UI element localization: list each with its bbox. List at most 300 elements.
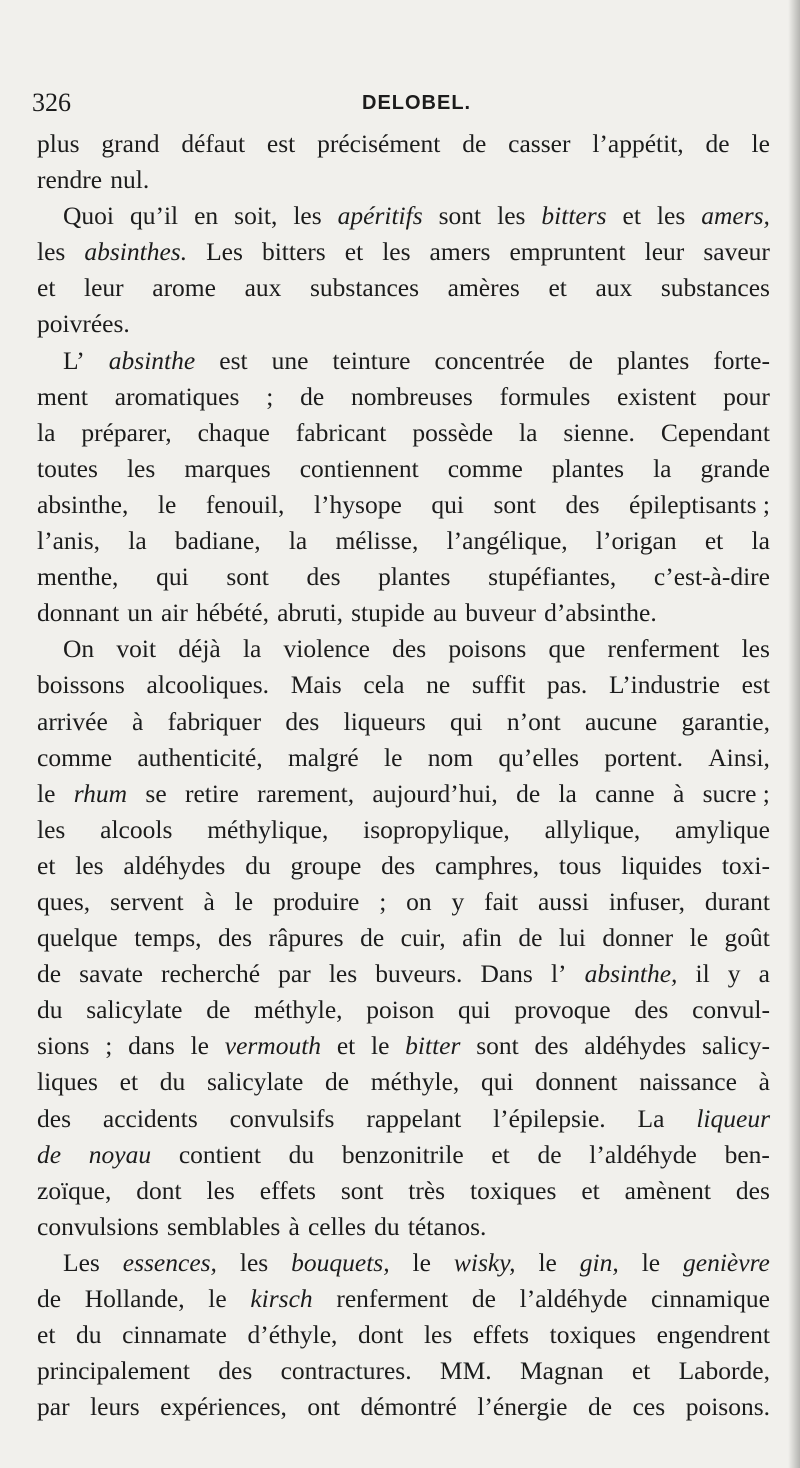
word: toxi-	[721, 850, 770, 880]
word: l’énergie	[477, 1392, 568, 1422]
word: formules	[499, 381, 591, 411]
word: la	[751, 526, 770, 556]
text-line	[37, 1028, 770, 1064]
word: leur	[84, 273, 124, 303]
word: provoque	[514, 995, 611, 1025]
word: liques	[37, 1067, 98, 1097]
word: précisément	[317, 129, 441, 158]
word: contractures.	[280, 1356, 412, 1386]
word: des	[565, 489, 600, 519]
word: possède	[412, 417, 494, 447]
word: portent.	[604, 742, 683, 772]
word: de	[516, 778, 541, 808]
text-line	[37, 848, 770, 884]
word: dont	[136, 1175, 182, 1205]
word: et	[704, 526, 724, 556]
text-line	[37, 523, 770, 559]
word: de	[518, 923, 543, 953]
word: aux	[595, 273, 633, 303]
word: Mais	[290, 670, 342, 700]
word: MM.	[439, 1356, 492, 1386]
word: à	[203, 886, 215, 916]
word: la	[242, 634, 262, 664]
word: le	[37, 778, 56, 808]
text-line	[37, 234, 770, 270]
word: chaque	[197, 417, 270, 447]
word: à	[288, 1211, 300, 1241]
word: de	[537, 1139, 562, 1169]
word: La	[637, 1103, 665, 1133]
text-line	[37, 1173, 770, 1209]
word: sont	[476, 1031, 519, 1061]
word: par	[37, 1392, 70, 1422]
word: les	[75, 850, 104, 880]
word: existent	[617, 381, 697, 411]
word: de	[360, 923, 385, 953]
word: violence	[283, 634, 370, 664]
word: a	[758, 959, 770, 989]
word: accidents	[102, 1103, 198, 1133]
word: de	[206, 995, 231, 1025]
word: stupide	[351, 598, 425, 628]
word: comme	[37, 742, 113, 772]
word: et	[631, 1356, 651, 1386]
word: aujourd’hui,	[372, 778, 498, 808]
word: Magnan	[519, 1356, 604, 1386]
word: arrivée	[37, 706, 108, 736]
word: les	[656, 201, 686, 231]
word: convulsifs	[229, 1103, 335, 1133]
word: l’angélique,	[446, 526, 568, 556]
word: toxiques	[469, 1175, 557, 1205]
word: cela	[363, 670, 405, 700]
word: et	[581, 1175, 600, 1205]
word: le	[371, 1031, 390, 1061]
word: aldéhydes	[584, 1031, 687, 1061]
text-line	[37, 776, 770, 812]
word: et	[37, 850, 56, 880]
text-line	[37, 667, 770, 703]
word: aromatiques	[114, 381, 240, 411]
word: apéritifs	[337, 201, 423, 231]
word: rarement,	[257, 778, 355, 808]
word: comme	[447, 453, 523, 483]
text-line	[37, 812, 770, 848]
word: menthe,	[37, 562, 119, 592]
word: Hollande,	[84, 1284, 185, 1313]
word: fabriquer	[167, 706, 262, 736]
word: de	[37, 959, 62, 989]
word: alcools	[100, 814, 173, 844]
word: amers,	[701, 201, 770, 231]
word: de	[325, 1067, 350, 1097]
word: nom	[427, 742, 474, 772]
word: groupe	[290, 850, 362, 880]
word: le	[538, 1247, 557, 1277]
word: sienne.	[563, 417, 635, 447]
word: recherché	[160, 959, 261, 989]
word: de	[471, 1284, 496, 1313]
word: l’	[550, 959, 567, 989]
word: méthyle,	[254, 995, 343, 1025]
word: tous	[558, 850, 602, 880]
text-line	[37, 451, 770, 487]
word: hébété,	[196, 598, 269, 628]
word: des	[37, 1103, 71, 1133]
word: le	[412, 1247, 431, 1277]
word: des	[634, 995, 669, 1025]
word: rappelant	[366, 1103, 462, 1133]
word: du	[288, 1139, 315, 1169]
word: au	[432, 598, 458, 628]
word: qui	[431, 489, 464, 519]
word: les	[741, 634, 770, 664]
word: salicylate	[86, 995, 183, 1025]
word: d’éthyle,	[247, 1320, 338, 1350]
word: une	[271, 345, 309, 375]
word: absinthe	[108, 345, 196, 375]
word: ;	[379, 886, 387, 916]
word: aux	[244, 273, 282, 303]
word: bouquets,	[291, 1247, 390, 1277]
word: buveurs.	[375, 959, 463, 989]
word: convul-	[692, 995, 770, 1025]
word: forte-	[713, 345, 770, 375]
word: plantes	[378, 562, 451, 592]
word: de	[588, 1392, 613, 1422]
word: aldéhydes	[123, 850, 226, 880]
word: renferment	[607, 634, 720, 664]
word: l’aldéhyde	[519, 1284, 628, 1313]
word: on	[406, 886, 432, 916]
text-line	[37, 306, 770, 342]
word: défaut	[181, 129, 246, 158]
page-header	[32, 88, 770, 128]
word: Quoi	[63, 201, 114, 231]
word: de	[300, 381, 325, 411]
word: temps,	[134, 923, 202, 953]
text-line	[37, 379, 770, 415]
word: le	[751, 129, 770, 158]
word: est	[741, 670, 770, 700]
word: déjà	[178, 634, 221, 664]
word: vermouth	[224, 1031, 322, 1061]
text-line	[37, 559, 770, 595]
word: du	[37, 995, 63, 1025]
word: fabricant	[295, 417, 387, 447]
word: bitters	[541, 201, 607, 231]
word: le	[190, 1031, 209, 1061]
text-line	[37, 1389, 770, 1425]
word: des	[735, 1175, 770, 1205]
word: est	[219, 345, 248, 375]
word: du	[159, 1067, 186, 1097]
word: buveur	[465, 598, 536, 628]
word: un	[127, 598, 153, 628]
word: soit,	[234, 201, 278, 231]
word: aussi	[537, 886, 589, 916]
word: amers	[429, 237, 491, 267]
word: dans	[128, 1031, 175, 1061]
word: qui	[156, 562, 189, 592]
word: le	[641, 1247, 661, 1277]
word: ques,	[37, 886, 91, 916]
word: de	[568, 345, 593, 375]
word: liqueurs	[343, 706, 426, 736]
word: servent	[109, 886, 184, 916]
word: nombreuses	[350, 381, 473, 411]
word: liqueur	[696, 1103, 770, 1133]
word: donnent	[535, 1067, 618, 1097]
word: et	[548, 273, 567, 303]
text-line	[37, 126, 770, 162]
word: toutes	[37, 453, 98, 483]
word: ;	[266, 381, 274, 411]
word: y	[727, 959, 741, 989]
word: allylique,	[544, 814, 641, 844]
word: sions	[37, 1031, 90, 1061]
word: salicy-	[701, 1031, 770, 1061]
word: toxiques	[549, 1320, 637, 1350]
word: à	[758, 1067, 770, 1097]
word: produire	[272, 886, 360, 916]
word: isopropylique,	[363, 814, 510, 844]
word: ment	[37, 381, 88, 411]
word: il	[695, 959, 710, 989]
word: et	[37, 273, 56, 303]
word: alcooliques.	[146, 670, 270, 700]
word: dont	[358, 1320, 404, 1350]
word: essences,	[122, 1247, 217, 1277]
word: pour	[723, 381, 770, 411]
word: des	[534, 1031, 569, 1061]
word: d’absinthe.	[544, 598, 657, 628]
word: des	[306, 562, 341, 592]
word: grande	[700, 453, 770, 483]
word: boissons	[37, 670, 125, 700]
word: leurs	[90, 1392, 140, 1422]
word: l’origan	[595, 526, 677, 556]
text-line	[37, 1209, 770, 1245]
word: ont	[307, 1392, 340, 1422]
word: engendrent	[656, 1320, 770, 1350]
word: poisons	[448, 634, 527, 664]
word: le	[208, 1284, 227, 1313]
word: genièvre	[683, 1247, 770, 1277]
word: liquides	[621, 850, 702, 880]
word: bitters	[261, 237, 326, 267]
word: Laborde,	[678, 1356, 770, 1386]
word: à	[672, 778, 685, 808]
word: plantes	[551, 453, 625, 483]
word: leur	[644, 237, 685, 267]
word: les	[126, 453, 156, 483]
word: aucune	[585, 706, 658, 736]
word: de	[462, 129, 487, 158]
word: la	[653, 453, 672, 483]
word: râpures	[268, 923, 344, 953]
word: les	[497, 201, 526, 231]
word: plus	[37, 129, 80, 158]
text-line	[37, 198, 770, 234]
word: bitter	[405, 1031, 461, 1061]
word: substances	[309, 273, 420, 303]
word: méthyle,	[370, 1067, 460, 1097]
word: démontré	[360, 1392, 457, 1422]
word: canne	[595, 778, 655, 808]
word: les	[328, 959, 358, 989]
word: y	[451, 886, 465, 916]
word: méthylique,	[207, 814, 329, 844]
word: nul.	[110, 165, 150, 195]
page-number: 326	[32, 88, 71, 117]
text-line	[37, 992, 770, 1028]
text-line	[37, 631, 770, 667]
text-line	[37, 343, 770, 379]
word: tétanos.	[407, 1211, 487, 1241]
word: savate	[79, 959, 143, 989]
word: n’ont	[506, 706, 561, 736]
word: l’hysope	[313, 489, 402, 519]
word: principalement	[37, 1356, 190, 1386]
word: On	[63, 634, 95, 664]
word: l’épilepsie.	[493, 1103, 606, 1133]
word: goût	[724, 923, 770, 953]
word: qui	[481, 1067, 514, 1097]
word: est	[266, 129, 296, 158]
word: la	[558, 778, 577, 808]
text-line	[37, 956, 770, 992]
word: qu’elles	[498, 742, 580, 772]
word: amènent	[624, 1175, 711, 1205]
word: les	[423, 1320, 453, 1350]
word: sont	[226, 562, 269, 592]
word: le	[157, 489, 177, 519]
word: du	[245, 850, 271, 880]
word: et	[119, 1067, 139, 1097]
word: poison	[366, 995, 435, 1025]
word: camphres,	[434, 850, 540, 880]
word: que	[548, 634, 586, 664]
word: des	[285, 706, 320, 736]
word: poivrées.	[37, 309, 130, 339]
word: des	[381, 850, 416, 880]
word: benzonitrile	[341, 1139, 464, 1169]
word: ces	[632, 1392, 666, 1422]
word: et	[622, 201, 641, 231]
word: fait	[484, 886, 519, 916]
word: L’industrie	[608, 670, 720, 700]
word: des	[218, 923, 253, 953]
word: infuser,	[608, 886, 685, 916]
word: effets	[472, 1320, 530, 1350]
word: mélisse,	[335, 526, 419, 556]
word: les	[293, 201, 322, 231]
text-line	[37, 920, 770, 956]
word: rhum	[73, 778, 128, 808]
word: afin	[462, 923, 502, 953]
word: des	[392, 634, 427, 664]
word: des	[218, 1356, 253, 1386]
text-line	[37, 740, 770, 776]
text-line	[37, 415, 770, 451]
word: l’aldéhyde	[589, 1139, 697, 1169]
word: Les	[63, 1247, 100, 1277]
word: du	[76, 1320, 102, 1350]
word: amères	[447, 273, 520, 303]
word: contiennent	[299, 453, 419, 483]
word: qui	[450, 706, 483, 736]
word: pas.	[546, 670, 588, 700]
word: voit	[116, 634, 157, 664]
word: cinnamate	[122, 1320, 227, 1350]
word: renferment	[336, 1284, 449, 1313]
word: préparer,	[81, 417, 172, 447]
word: en	[194, 201, 219, 231]
word: gin,	[579, 1247, 619, 1277]
word: substances	[660, 273, 770, 303]
word: rendre	[37, 165, 103, 195]
word: et	[336, 1031, 356, 1061]
text-line	[37, 1245, 770, 1281]
text-line	[37, 1317, 770, 1353]
word: absinthe,	[37, 489, 129, 519]
word: et	[37, 1320, 56, 1350]
word: abruti,	[277, 598, 343, 628]
word: sucre ;	[702, 778, 770, 808]
word: poisons.	[685, 1392, 770, 1422]
body-text	[37, 126, 770, 1425]
word: de	[37, 1139, 62, 1169]
word: épileptisants ;	[629, 489, 770, 519]
word: cuir,	[400, 923, 446, 953]
word: c’est-à-dire	[653, 562, 770, 592]
word: de	[705, 129, 730, 158]
text-line	[37, 595, 770, 631]
word: ben-	[724, 1139, 770, 1169]
word: ne	[426, 670, 451, 700]
text-line	[37, 1353, 770, 1389]
word: zoïque,	[37, 1175, 112, 1205]
word: L’	[63, 345, 85, 375]
word: contient	[178, 1139, 261, 1169]
word: casser	[508, 129, 571, 158]
word: le	[234, 886, 254, 916]
word: absinthe,	[584, 959, 678, 989]
word: authenticité,	[137, 742, 263, 772]
word: fenouil,	[205, 489, 285, 519]
word: amylique	[675, 814, 770, 844]
page-edge-shadow	[788, 0, 800, 1468]
word: donnant	[37, 598, 120, 628]
word: du	[374, 1211, 400, 1241]
word: la	[37, 417, 56, 447]
word: teinture	[332, 345, 411, 375]
word: la	[128, 526, 147, 556]
word: les	[37, 814, 66, 844]
word: qui	[458, 995, 491, 1025]
text-line	[37, 884, 770, 920]
word: noyau	[88, 1139, 152, 1169]
word: expériences,	[160, 1392, 287, 1422]
word: le	[384, 742, 403, 772]
word: stupéfiantes,	[488, 562, 617, 592]
word: marques	[184, 453, 271, 483]
text-line	[37, 1101, 770, 1137]
word: concentrée	[434, 345, 545, 375]
word: ;	[105, 1031, 113, 1061]
word: Les	[206, 237, 243, 267]
